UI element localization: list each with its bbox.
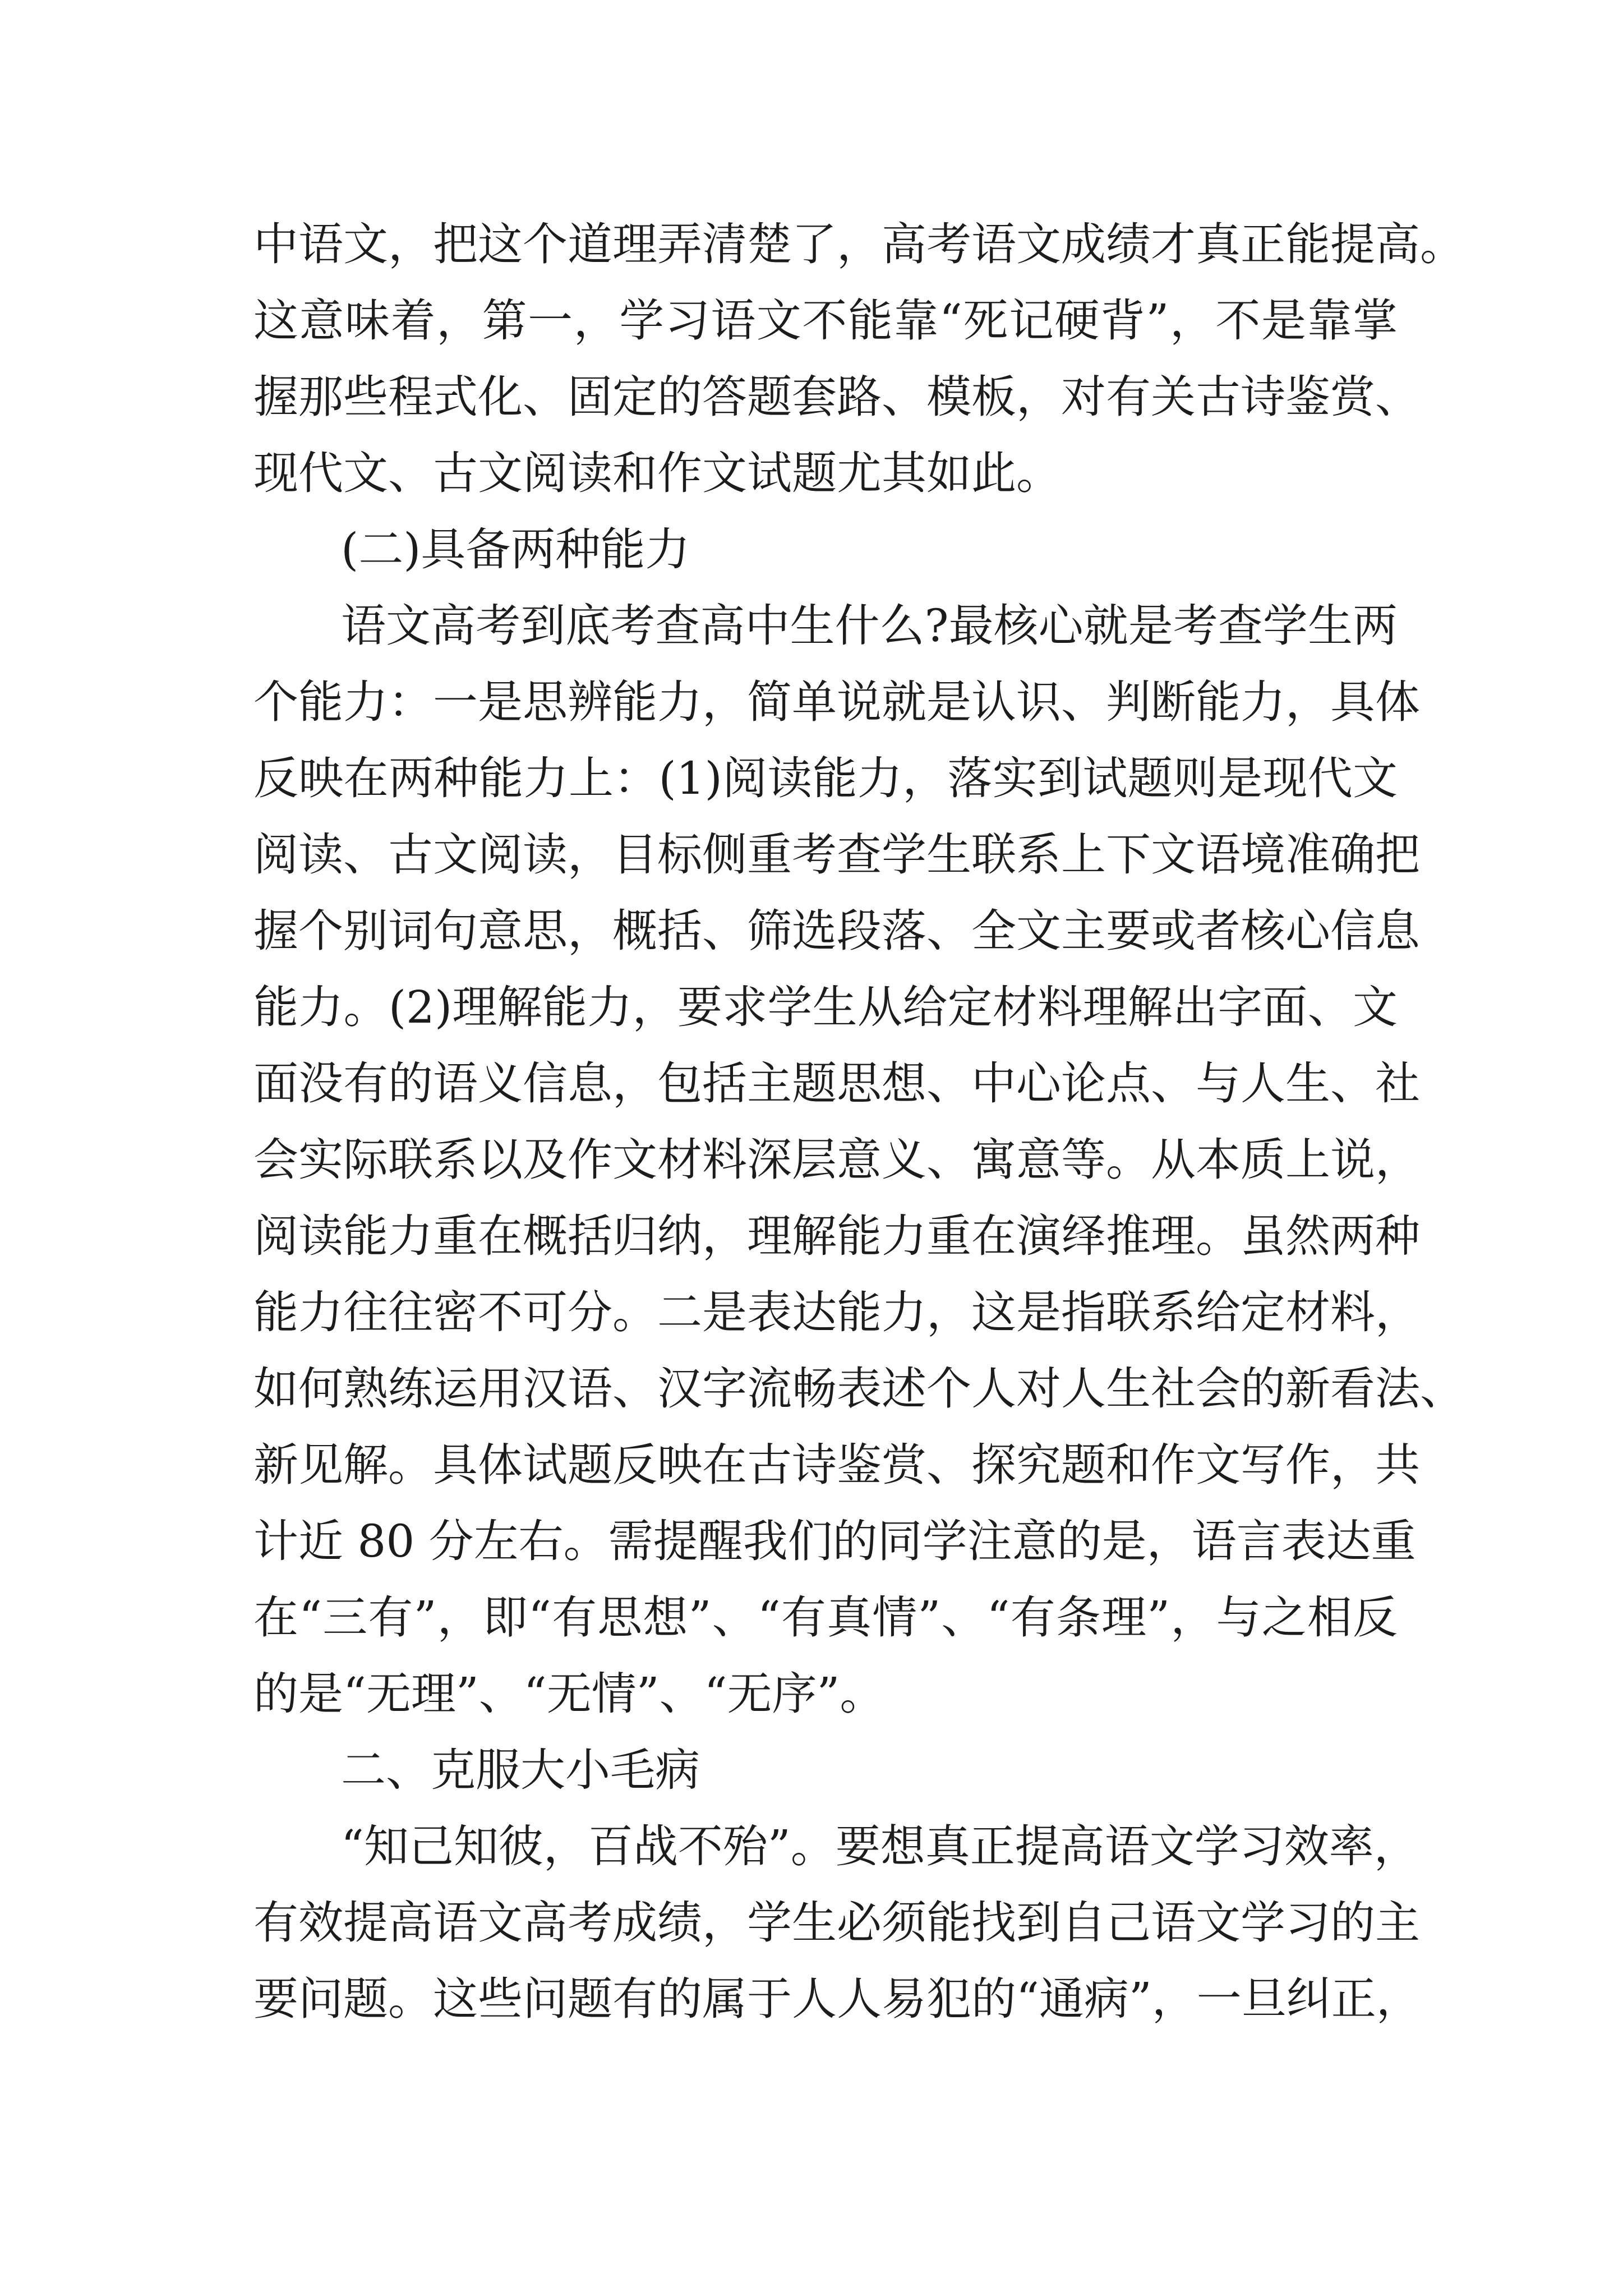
text-line: 要问题。这些问题有的属于人人易犯的“通病”，一旦纠正， — [253, 1973, 1421, 2025]
text-line: 面没有的语义信息，包括主题思想、中心论点、与人生、社 — [253, 1057, 1420, 1110]
text-line: 握那些程式化、固定的答题套路、模板，对有关古诗鉴赏、 — [253, 371, 1420, 423]
text-line: 能力往往密不可分。二是表达能力，这是指联系给定材料， — [253, 1286, 1420, 1338]
text-line: 有效提高语文高考成绩，学生必须能找到自己语文学习的主 — [253, 1897, 1420, 1949]
text-line: 语文高考到底考查高中生什么?最核心就是考查学生两 — [341, 600, 1398, 652]
text-line: 这意味着，第一，学习语文不能靠“死记硬背”，不是靠掌 — [253, 295, 1398, 347]
body-text — [253, 206, 1465, 2037]
text-line: 会实际联系以及作文材料深层意义、寓意等。从本质上说， — [253, 1134, 1420, 1186]
section-heading: (二)具备两种能力 — [341, 523, 690, 576]
text-line: 反映在两种能力上：(1)阅读能力，落实到试题则是现代文 — [253, 752, 1398, 804]
text-line: 阅读能力重在概括归纳，理解能力重在演绎推理。虽然两种 — [253, 1210, 1420, 1262]
section-heading: 二、克服大小毛病 — [341, 1744, 700, 1796]
text-line: 能力。(2)理解能力，要求学生从给定材料理解出字面、文 — [253, 981, 1398, 1033]
text-line: 现代文、古文阅读和作文试题尤其如此。 — [253, 447, 1061, 499]
text-line: 阅读、古文阅读，目标侧重考查学生联系上下文语境准确把 — [253, 829, 1420, 881]
text-line: 如何熟练运用汉语、汉字流畅表述个人对人生社会的新看法、 — [253, 1363, 1465, 1415]
text-line: 握个别词句意思，概括、筛选段落、全文主要或者核心信息 — [253, 905, 1420, 957]
text-line: 在“三有”，即“有思想”、“有真情”、“有条理”，与之相反 — [253, 1591, 1398, 1644]
text-line: 计近 80 分左右。需提醒我们的同学注意的是，语言表达重 — [253, 1515, 1416, 1567]
text-line: 个能力：一是思辨能力，简单说就是认识、判断能力，具体 — [253, 676, 1420, 728]
text-line: 新见解。具体试题反映在古诗鉴赏、探究题和作文写作，共 — [253, 1439, 1420, 1491]
text-line: 中语文，把这个道理弄清楚了，高考语文成绩才真正能提高。 — [253, 218, 1465, 270]
text-line: 的是“无理”、“无情”、“无序”。 — [253, 1668, 885, 1720]
text-line: “知己知彼，百战不殆”。要想真正提高语文学习效率， — [341, 1820, 1419, 1872]
